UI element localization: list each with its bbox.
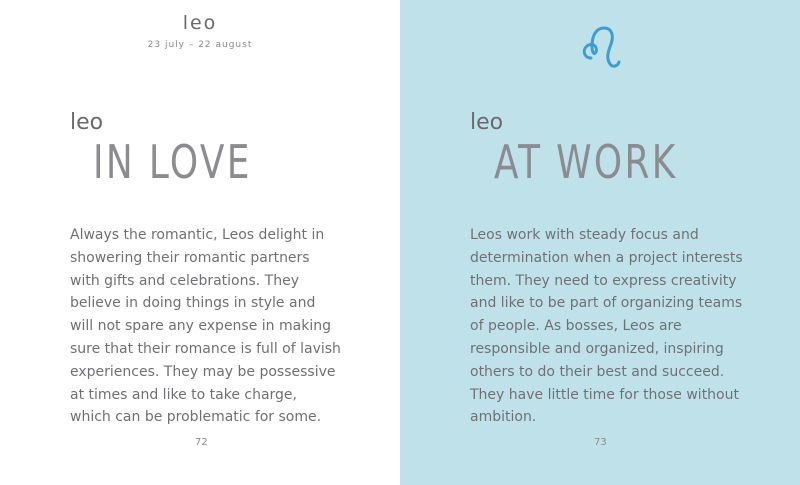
page-number: 73 [594,437,607,448]
section-heading: IN LOVE [93,135,252,189]
section-heading: AT WORK [494,135,678,189]
sign-label: leo [70,110,104,135]
body-paragraph: Always the romantic, Leos delight in showering their romantic partners with gifts and celebrations. They believe in doing things in style and will not spare any expense in making sure that their romance is full of lavish experiences. They may be possessive at times and like to take charge, which can be problematic for some. [70,227,341,426]
page-number: 72 [195,437,208,448]
sign-label: leo [470,110,504,135]
running-title: leo [182,12,218,34]
right-page [400,0,800,485]
body-paragraph: Leos work with steady focus and determination when a project interests them. They need to express creativity and like to be part of organizing teams of people. As bosses, Leos are responsible and organized, inspiring others to do their best and succeed. They have little time for those without ambition. [470,227,743,426]
leo-zodiac-icon [578,22,624,72]
date-range: 23 july – 22 august [147,40,253,50]
